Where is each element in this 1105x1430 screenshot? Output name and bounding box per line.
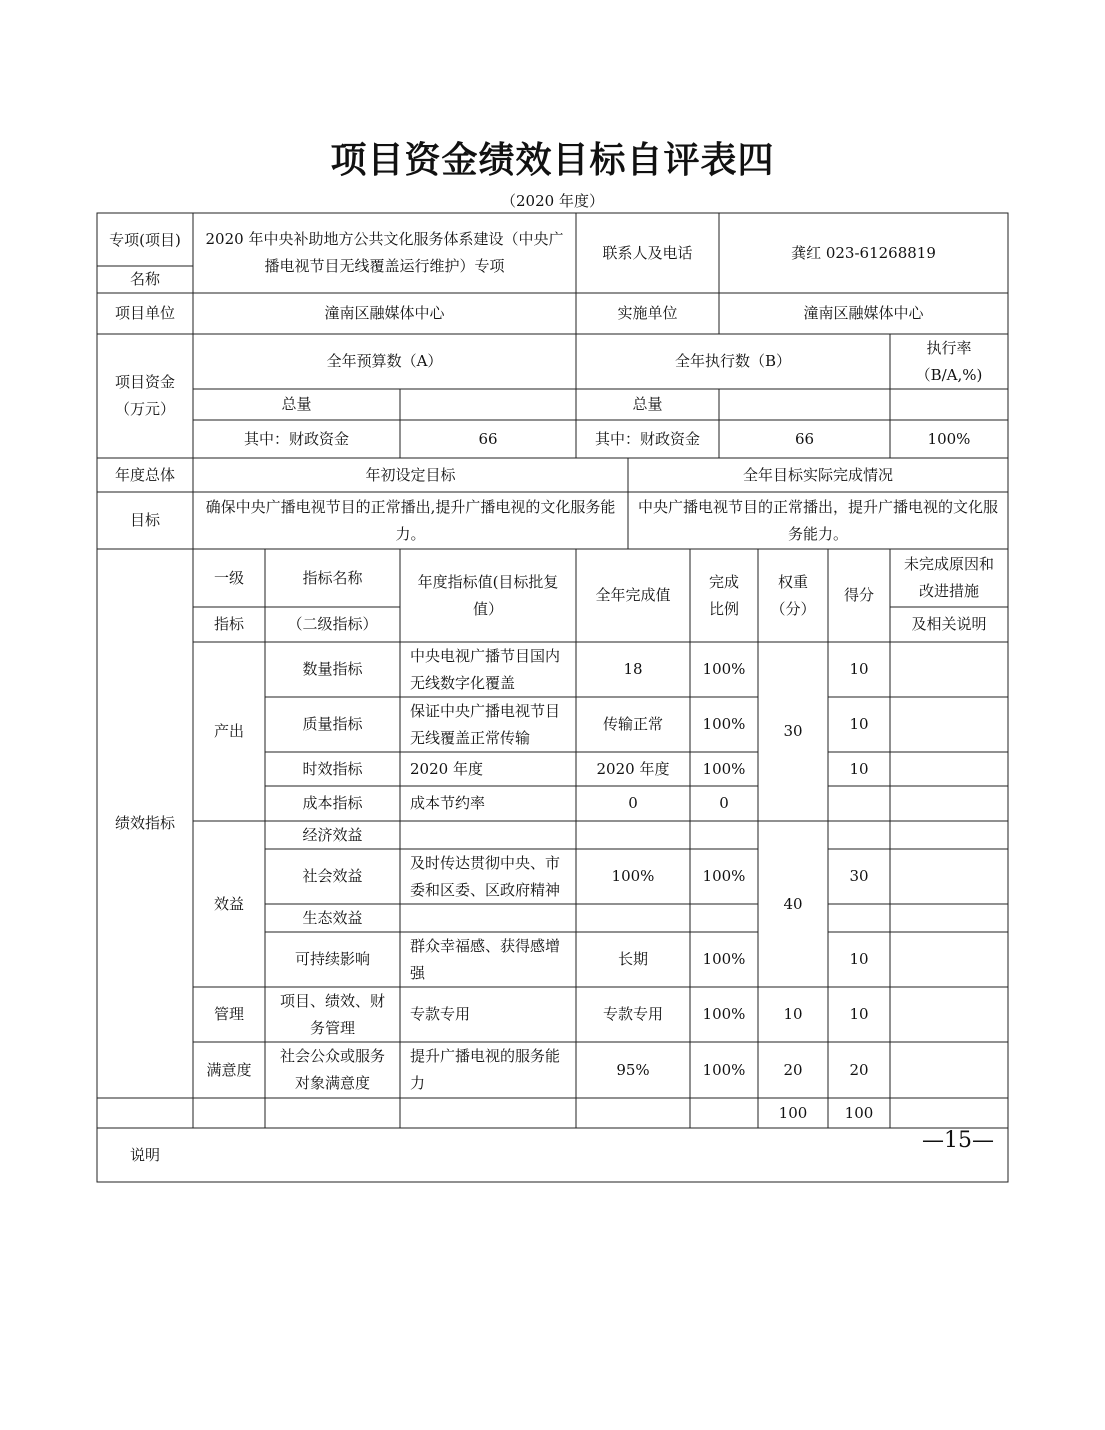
weight-satisfaction: 20 xyxy=(783,1060,803,1079)
indicator-score xyxy=(828,786,890,821)
target-value-header: 年度指标值(目标批复值） xyxy=(417,572,559,618)
budget-fiscal-label: 其中：财政资金 xyxy=(243,429,349,448)
implementing-unit-label: 实施单位 xyxy=(617,304,678,322)
implementing-unit-value: 潼南区融媒体中心 xyxy=(803,304,924,322)
level1-header-b: 指标 xyxy=(213,615,244,633)
indicator-target: 提升广播电视的服务能力 xyxy=(410,1047,561,1092)
indicator-score: 10 xyxy=(849,1005,869,1023)
indicator-ratio: 100% xyxy=(702,867,746,885)
execution-header: 全年执行数（B） xyxy=(674,352,792,370)
weight-header: 权重（分） xyxy=(770,572,816,618)
budget-fiscal-value: 66 xyxy=(478,429,498,448)
execution-rate-value: 100% xyxy=(927,429,971,448)
indicator-score: 10 xyxy=(849,950,869,968)
project-unit-label: 项目单位 xyxy=(114,304,175,322)
page-number: —15— xyxy=(922,1128,994,1153)
execution-fiscal-value: 66 xyxy=(794,429,815,448)
project-name-value: 2020 年中央补助地方公共文化服务体系建设（中央广播电视节目无线覆盖运行维护）专项 xyxy=(205,230,564,275)
project-name-label-line2: 名称 xyxy=(129,270,160,288)
indicator-name: 可持续影响 xyxy=(294,950,370,968)
score-header: 得分 xyxy=(843,586,874,604)
indicator-target: 中央电视广播节目国内无线数字化覆盖 xyxy=(410,646,561,692)
budget-total-label: 总量 xyxy=(281,395,312,413)
indicator-actual: 95% xyxy=(616,1060,650,1079)
indicator-score: 10 xyxy=(849,660,869,678)
indicator-name-header-b: （二级指标） xyxy=(287,615,378,633)
indicator-name: 生态效益 xyxy=(302,908,363,927)
weight-benefit: 40 xyxy=(783,894,803,913)
project-unit-value: 潼南区融媒体中心 xyxy=(324,304,445,322)
contact-label: 联系人及电话 xyxy=(602,243,693,262)
goals-label-line1: 年度总体 xyxy=(114,465,175,484)
indicator-target: 及时传达贯彻中央、市委和区委、区政府精神 xyxy=(410,853,561,899)
goals-label-line2: 目标 xyxy=(129,511,160,529)
performance-label: 绩效指标 xyxy=(114,814,175,832)
goals-set-header: 年初设定目标 xyxy=(365,465,456,484)
total-score: 100 xyxy=(844,1103,874,1122)
indicator-ratio: 0 xyxy=(719,794,729,812)
indicator-actual: 传输正常 xyxy=(602,715,663,733)
contact-value: 龚红 023-61268819 xyxy=(791,243,936,262)
indicator-ratio: 100% xyxy=(702,660,746,678)
total-weight: 100 xyxy=(778,1103,808,1122)
level1-header-a: 一级 xyxy=(213,568,244,587)
indicator-name-header-a: 指标名称 xyxy=(302,568,363,587)
indicator-actual: 0 xyxy=(628,794,638,812)
group-benefit: 效益 xyxy=(213,894,244,913)
indicator-ratio: 100% xyxy=(702,759,746,778)
indicator-actual: 18 xyxy=(623,660,643,678)
indicator-score: 10 xyxy=(849,715,869,733)
indicator-ratio: 100% xyxy=(702,1005,746,1023)
budget-header: 全年预算数（A） xyxy=(326,352,443,370)
indicator-name: 时效指标 xyxy=(302,759,363,778)
indicator-target: 群众幸福感、获得感增强 xyxy=(410,936,561,982)
project-name-label-line1: 专项(项目) xyxy=(109,230,181,249)
indicator-target: 2020 年度 xyxy=(410,759,483,778)
indicator-actual: 100% xyxy=(611,867,655,885)
indicator-ratio: 100% xyxy=(702,1060,746,1079)
execution-rate-header: 执行率（B/A,%) xyxy=(915,338,983,384)
indicator-name: 社会效益 xyxy=(302,867,363,885)
indicator-name: 质量指标 xyxy=(302,715,363,733)
indicator-name: 成本指标 xyxy=(302,794,363,812)
indicator-ratio: 100% xyxy=(702,715,746,733)
indicator-target: 保证中央广播电视节目无线覆盖正常传输 xyxy=(410,701,561,747)
indicator-actual: 2020 年度 xyxy=(596,759,670,778)
year-subtitle: （2020 年度） xyxy=(501,192,604,210)
goals-actual-header: 全年目标实际完成情况 xyxy=(742,465,893,484)
indicator-score: 10 xyxy=(849,759,869,778)
goals-actual-text: 中央广播电视节目的正常播出，提升广播电视的文化服务能力。 xyxy=(637,497,998,543)
weight-output: 30 xyxy=(783,722,803,740)
indicator-name: 数量指标 xyxy=(302,660,363,678)
group-management: 管理 xyxy=(213,1005,244,1023)
completion-ratio-header: 完成比例 xyxy=(708,572,739,618)
indicator-name: 经济效益 xyxy=(302,825,363,844)
indicator-name: 社会公众或服务对象满意度 xyxy=(279,1047,385,1092)
funds-label: 项目资金（万元） xyxy=(114,373,175,418)
weight-management: 10 xyxy=(783,1005,803,1023)
indicator-name: 项目、绩效、财务管理 xyxy=(279,991,385,1037)
indicator-target: 成本节约率 xyxy=(410,794,486,812)
page-title: 项目资金绩效目标自评表四 xyxy=(330,140,775,181)
execution-fiscal-label: 其中：财政资金 xyxy=(594,429,700,448)
indicator-score: 20 xyxy=(849,1060,869,1079)
indicator-ratio: 100% xyxy=(702,950,746,968)
actual-value-header: 全年完成值 xyxy=(595,586,671,604)
goals-set-text: 确保中央广播电视节目的正常播出,提升广播电视的文化服务能力。 xyxy=(205,497,616,543)
reason-header-a: 未完成原因和改进措施 xyxy=(903,555,994,600)
indicator-target: 专款专用 xyxy=(410,1005,471,1023)
indicator-actual: 长期 xyxy=(617,950,648,968)
group-satisfaction: 满意度 xyxy=(206,1060,252,1079)
reason-header-b: 及相关说明 xyxy=(911,615,987,633)
execution-total-label: 总量 xyxy=(632,395,663,413)
notes-label: 说明 xyxy=(129,1145,160,1164)
indicator-actual: 专款专用 xyxy=(602,1005,663,1023)
indicator-score: 30 xyxy=(849,867,869,885)
group-output: 产出 xyxy=(213,722,244,740)
